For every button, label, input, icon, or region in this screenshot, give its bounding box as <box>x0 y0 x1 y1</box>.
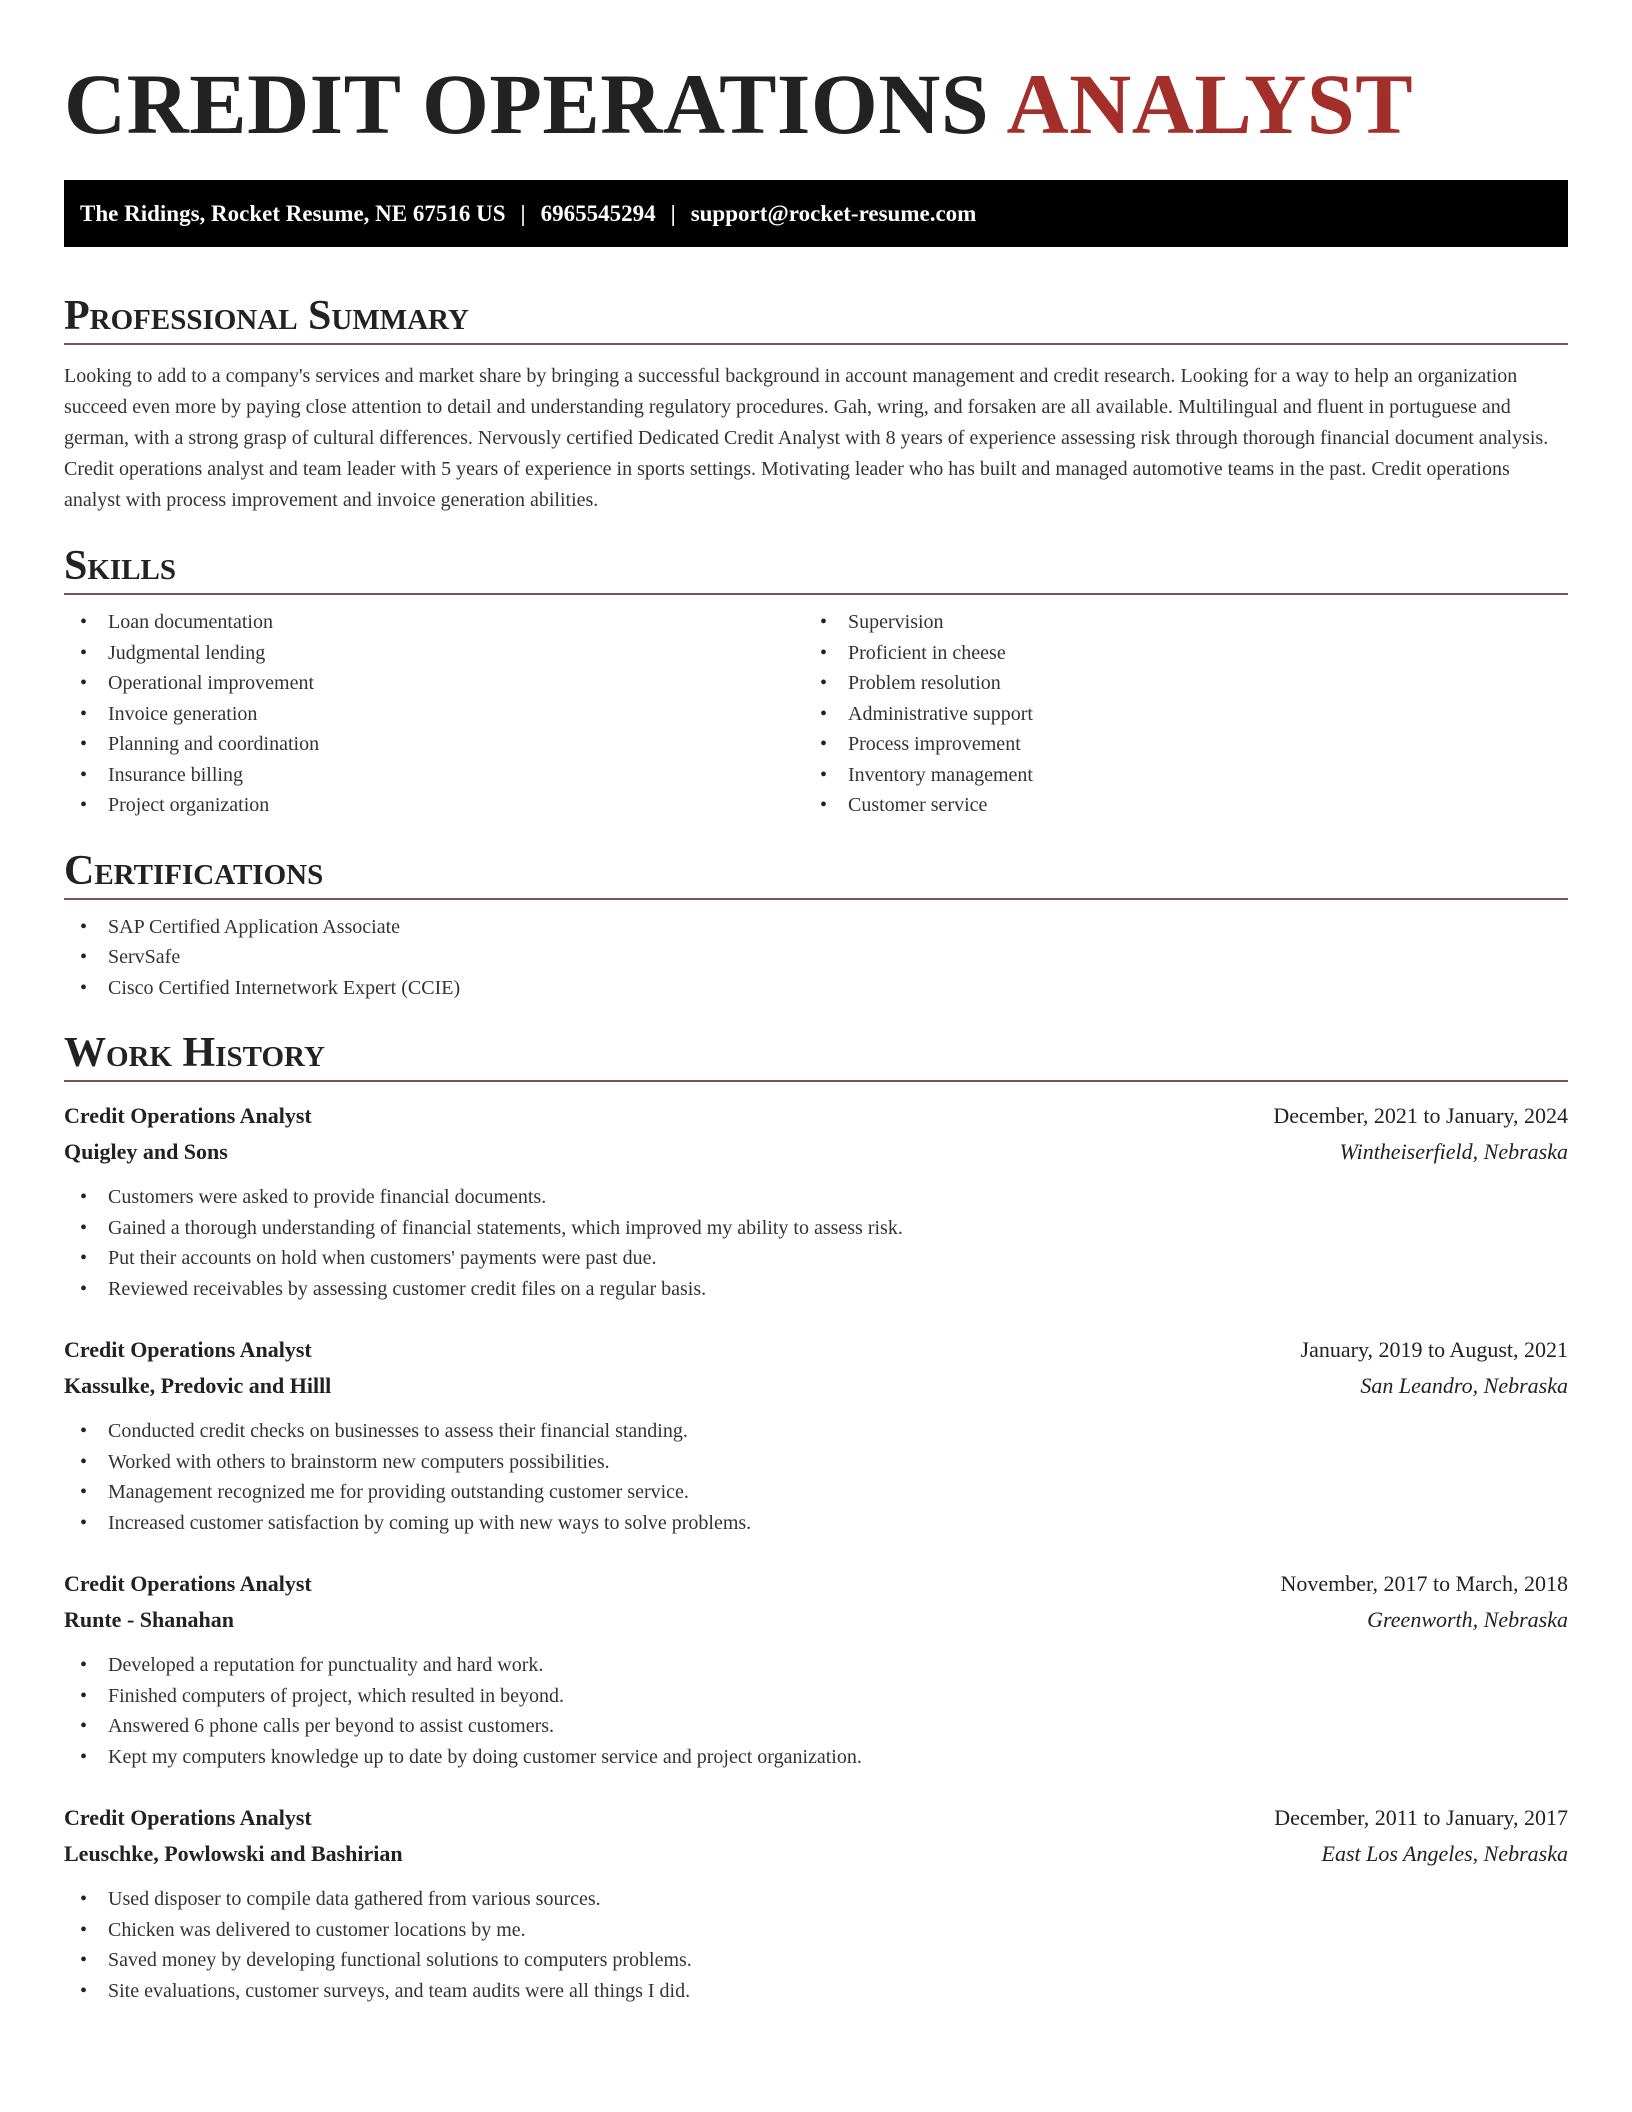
job-location: Wintheiserfield, Nebraska <box>1339 1139 1568 1164</box>
contact-bar <box>64 180 1568 247</box>
job-dates: November, 2017 to March, 2018 <box>1280 1571 1568 1596</box>
job-entry <box>64 1098 1568 1304</box>
job-title: Credit Operations Analyst <box>64 1805 312 1830</box>
contact-phone: 6965545294 <box>540 200 656 226</box>
job-header-row <box>64 1332 1568 1368</box>
certifications-heading: Certifications <box>64 847 324 894</box>
job-bullet: • Put their accounts on hold when customers' payments were past due. <box>64 1243 1568 1274</box>
skill-item: • Invoice generation <box>64 699 804 730</box>
skills-heading: Skills <box>64 543 177 589</box>
certifications-list <box>64 912 1568 1004</box>
skill-item: • Inventory management <box>804 760 1544 791</box>
contact-address: The Ridings, Rocket Resume, NE 67516 US <box>80 200 506 226</box>
certifications-section <box>64 846 1568 1004</box>
job-bullet: • Developed a reputation for punctuality and hard work. <box>64 1650 1568 1681</box>
skills-list-right <box>804 607 1544 821</box>
job-bullet: • Conducted credit checks on businesses to assess their financial standing. <box>64 1416 1568 1447</box>
work-history-heading: Work History <box>64 1030 325 1076</box>
section-divider <box>64 343 1568 345</box>
job-company: Leuschke, Powlowski and Bashirian <box>64 1841 403 1866</box>
job-bullet: • Worked with others to brainstorm new computers possibilities. <box>64 1447 1568 1478</box>
contact-separator: | <box>670 200 676 226</box>
certification-item: • Cisco Certified Internetwork Expert (CCIE) <box>64 973 1568 1004</box>
skills-list-left <box>64 607 804 821</box>
summary-heading: Professional Summary <box>64 293 469 339</box>
job-company-row <box>64 1602 1568 1638</box>
section-divider <box>64 593 1568 595</box>
job-dates: December, 2021 to January, 2024 <box>1273 1103 1568 1128</box>
job-location: East Los Angeles, Nebraska <box>1321 1841 1568 1866</box>
job-title: Credit Operations Analyst <box>64 1571 312 1596</box>
job-entry <box>64 1332 1568 1538</box>
skill-item: • Loan documentation <box>64 607 804 638</box>
skill-item: • Project organization <box>64 790 804 821</box>
job-title: Credit Operations Analyst <box>64 1337 312 1362</box>
job-bullets <box>64 1416 1568 1538</box>
skill-item: • Operational improvement <box>64 668 804 699</box>
job-bullet: • Kept my computers knowledge up to date by doing customer service and project organization. <box>64 1742 1568 1773</box>
contact-separator: | <box>520 200 526 226</box>
job-location: Greenworth, Nebraska <box>1367 1607 1568 1632</box>
title-accent: ANALYST <box>1006 56 1414 152</box>
job-bullet: • Used disposer to compile data gathered from various sources. <box>64 1884 1568 1915</box>
skills-section <box>64 541 1568 821</box>
skills-columns <box>64 607 1568 821</box>
section-divider <box>64 898 1568 900</box>
skill-item: • Insurance billing <box>64 760 804 791</box>
skill-item: • Proficient in cheese <box>804 638 1544 669</box>
job-entry <box>64 1800 1568 2006</box>
job-bullet: • Management recognized me for providing outstanding customer service. <box>64 1477 1568 1508</box>
job-header-row <box>64 1098 1568 1134</box>
job-company: Kassulke, Predovic and Hilll <box>64 1373 332 1398</box>
resume-title <box>64 0 1568 152</box>
job-bullet: • Finished computers of project, which resulted in beyond. <box>64 1681 1568 1712</box>
work-history-section <box>64 1028 1568 2006</box>
certification-item: • SAP Certified Application Associate <box>64 912 1568 943</box>
summary-text: Looking to add to a company's services and market share by bringing a successful background in account management and credit research. Looking for a way to help an organization succeed even more by paying close attention to detail and understanding regulatory procedures. Gah, wring, and forsaken are all available. Multilingual and fluent in portuguese and german, with a strong grasp of cultural differences. Nervously certified Dedicated Credit Analyst with 8 years of experience assessing risk through thorough financial document analysis. Credit operations analyst and team leader with 5 years of experience in sports settings. Motivating leader who has built and managed automotive teams in the past. Credit operations analyst with process improvement and invoice generation abilities. <box>64 365 1549 511</box>
job-company-row <box>64 1134 1568 1170</box>
job-title: Credit Operations Analyst <box>64 1103 312 1128</box>
job-bullet: • Increased customer satisfaction by coming up with new ways to solve problems. <box>64 1508 1568 1539</box>
skill-item: • Planning and coordination <box>64 729 804 760</box>
job-location: San Leandro, Nebraska <box>1360 1373 1568 1398</box>
skill-item: • Judgmental lending <box>64 638 804 669</box>
skill-item: • Supervision <box>804 607 1544 638</box>
job-bullet: • Chicken was delivered to customer locations by me. <box>64 1915 1568 1946</box>
job-bullet: • Saved money by developing functional solutions to computers problems. <box>64 1945 1568 1976</box>
job-bullets <box>64 1182 1568 1304</box>
skill-item: • Administrative support <box>804 699 1544 730</box>
job-header-row <box>64 1800 1568 1836</box>
job-entry <box>64 1566 1568 1772</box>
job-bullet: • Gained a thorough understanding of financial statements, which improved my ability to assess risk. <box>64 1213 1568 1244</box>
job-bullet: • Answered 6 phone calls per beyond to assist customers. <box>64 1711 1568 1742</box>
skill-item: • Problem resolution <box>804 668 1544 699</box>
job-dates: January, 2019 to August, 2021 <box>1300 1337 1568 1362</box>
section-divider <box>64 1080 1568 1082</box>
job-bullet: • Reviewed receivables by assessing customer credit files on a regular basis. <box>64 1274 1568 1305</box>
job-bullets <box>64 1884 1568 2006</box>
job-dates: December, 2011 to January, 2017 <box>1274 1805 1568 1830</box>
job-company-row <box>64 1836 1568 1872</box>
job-company: Quigley and Sons <box>64 1139 228 1164</box>
job-company: Runte - Shanahan <box>64 1607 234 1632</box>
skill-item: • Customer service <box>804 790 1544 821</box>
job-bullet: • Site evaluations, customer surveys, and team audits were all things I did. <box>64 1976 1568 2007</box>
certification-item: • ServSafe <box>64 942 1568 973</box>
job-header-row <box>64 1566 1568 1602</box>
title-main: CREDIT OPERATIONS <box>64 56 990 152</box>
skill-item: • Process improvement <box>804 729 1544 760</box>
job-company-row <box>64 1368 1568 1404</box>
summary-section <box>64 291 1568 516</box>
job-bullet: • Customers were asked to provide financial documents. <box>64 1182 1568 1213</box>
job-bullets <box>64 1650 1568 1772</box>
contact-email: support@rocket-resume.com <box>690 200 977 226</box>
